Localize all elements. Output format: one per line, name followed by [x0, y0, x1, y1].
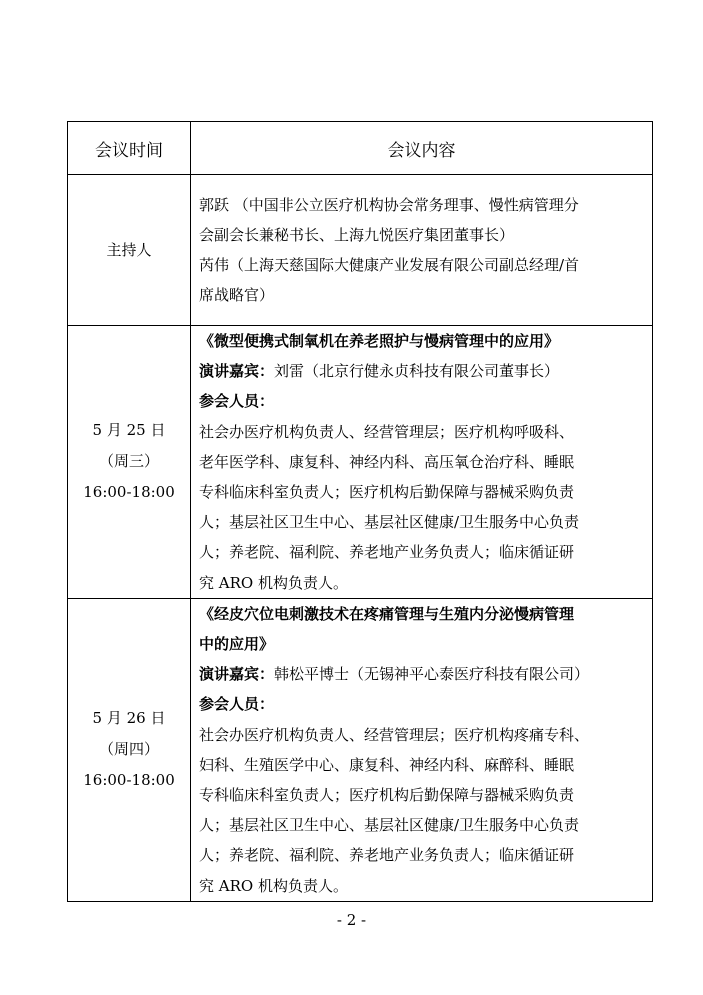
speaker-line [199, 659, 646, 689]
attendees-label: 参会人员： [199, 695, 275, 714]
session-time-cell [68, 326, 191, 599]
session-content [191, 598, 653, 901]
attendee-line: 究 ARO 机构负责人。 [199, 876, 348, 895]
speaker-line [199, 356, 646, 386]
session-time-cell [68, 598, 191, 901]
session-title: 《经皮穴位电刺激技术在疼痛管理与生殖内分泌慢病管理 [199, 604, 575, 623]
host-line: 会副会长兼秘书长、上海九悦医疗集团董事长） [199, 225, 515, 244]
attendee-line: 老年医学科、康复科、神经内科、高压氧仓治疗科、睡眠 [199, 452, 575, 471]
session-weekday: （周三） [98, 452, 159, 471]
attendee-line: 专科临床科室负责人；医疗机构后勤保障与器械采购负责 [199, 786, 575, 805]
session-date: 5 月 25 日 [92, 421, 166, 440]
table-header-row [68, 122, 653, 175]
attendee-line: 社会办医疗机构负责人、经营管理层；医疗机构疼痛专科、 [199, 725, 590, 744]
attendee-line: 人；基层社区卫生中心、基层社区健康/卫生服务中心负责 [199, 816, 580, 835]
attendee-line: 人；养老院、福利院、养老地产业务负责人；临床循证研 [199, 846, 575, 865]
header-content: 会议内容 [191, 122, 653, 175]
speaker-name: 刘雷（北京行健永贞科技有限公司董事长） [274, 362, 560, 381]
attendee-line: 社会办医疗机构负责人、经营管理层；医疗机构呼吸科、 [199, 422, 575, 441]
attendee-line: 人；养老院、福利院、养老地产业务负责人；临床循证研 [199, 543, 575, 562]
host-line: 席战略官） [199, 286, 275, 305]
attendee-line: 专科临床科室负责人；医疗机构后勤保障与器械采购负责 [199, 483, 575, 502]
schedule-table [67, 121, 653, 902]
session-time: 16:00-18:00 [83, 483, 175, 502]
host-label: 主持人 [68, 175, 191, 326]
host-content [191, 175, 653, 326]
speaker-label: 演讲嘉宾： [199, 665, 275, 684]
speaker-name: 韩松平博士（无锡神平心泰医疗科技有限公司） [274, 665, 590, 684]
session-row [68, 326, 653, 599]
session-weekday: （周四） [98, 740, 159, 759]
attendees-label: 参会人员： [199, 392, 275, 411]
session-title: 《微型便携式制氧机在养老照护与慢病管理中的应用》 [199, 332, 560, 350]
attendee-line: 妇科、生殖医学中心、康复科、神经内科、麻醉科、睡眠 [199, 755, 575, 774]
attendee-line: 人；基层社区卫生中心、基层社区健康/卫生服务中心负责 [199, 513, 580, 532]
attendee-line: 究 ARO 机构负责人。 [199, 573, 348, 592]
session-title: 中的应用》 [199, 635, 275, 654]
page-number: - 2 - [336, 911, 367, 929]
header-time: 会议时间 [68, 122, 191, 175]
host-line: 郭跃 （中国非公立医疗机构协会常务理事、慢性病管理分 [199, 195, 579, 214]
host-row [68, 175, 653, 326]
session-row [68, 598, 653, 901]
speaker-label: 演讲嘉宾： [199, 362, 275, 381]
host-line: 芮伟（上海天慈国际大健康产业发展有限公司副总经理/首 [199, 256, 580, 274]
session-date: 5 月 26 日 [92, 709, 166, 728]
session-time: 16:00-18:00 [83, 771, 175, 790]
session-content [191, 326, 653, 599]
